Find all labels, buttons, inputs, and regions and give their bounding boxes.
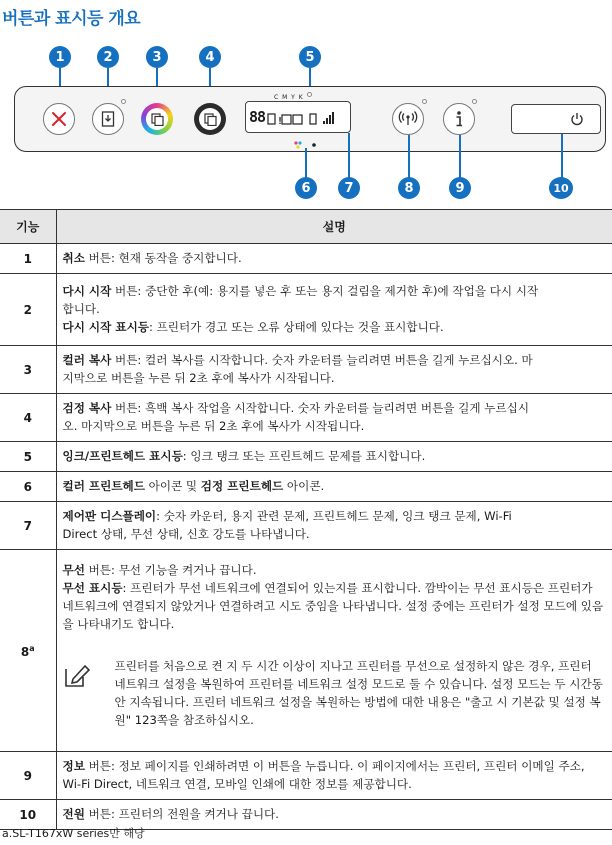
wireless-button[interactable] — [392, 103, 424, 135]
row-description: 다시 시작 버튼: 중단한 후(예: 용지를 넣은 후 또는 용지 걸림을 제거한 후)에 작업을 다시 시작합니다. 다시 시작 표시등: 프린터가 경고 또는 오류 상태에 있다는 것을 표시합니다. — [56, 274, 612, 346]
row-number: 4 — [0, 394, 56, 442]
display-status-icons — [267, 106, 337, 128]
callout-3: 3 — [146, 46, 168, 68]
row-number: 1 — [0, 244, 56, 274]
table-header-row — [0, 210, 612, 244]
power-icon — [570, 112, 584, 126]
copy-icon — [204, 113, 217, 126]
power-button[interactable] — [511, 104, 601, 134]
callout-6-line — [305, 148, 307, 178]
callout-4: 4 — [199, 46, 221, 68]
row-number: 10 — [0, 800, 56, 830]
callout-7: 7 — [338, 177, 360, 199]
row-description: 무선 버튼: 무선 기능을 켜거나 끕니다. 무선 표시등: 프린터가 무선 네트워크에 연결되어 있는지를 표시합니다. 깜박이는 무선 표시등은 프린터가 네트워크에 연결되지 않았거나 연결하려고 시도 중임을 나타냅니다. 설정 중에는 프린터가 설정 모드에 있음을 나타내기도 합니다. 프린터를 처음으로 켠 지 두 시간 이상이 지나고 프린터를 무선으로 설정하지 않은 경우, 프린터 네트워크 설정을 복원하여 프린터를 네트워크 설정 모드로 둘 수 있습니다. 설정 모드는 두 시간동안 지속됩니다. 프린터 네트워크 설정을 복원하는 방법에 대한 내용은 "출고 시 기본값 및 설정 복원" 123쪽을 참조하십시오. — [56, 550, 612, 752]
table-row — [0, 394, 612, 442]
table-row — [0, 442, 612, 472]
column-header-feature: 기능 — [0, 210, 56, 244]
row-description: 제어판 디스플레이: 숫자 카운터, 용지 관련 문제, 프린트헤드 문제, 잉크 탱크 문제, Wi-Fi Direct 상태, 무선 상태, 신호 강도를 나타냅니다. — [56, 502, 612, 550]
cancel-button[interactable] — [43, 103, 75, 135]
row-number: 9 — [0, 752, 56, 800]
row-description: 잉크/프린트헤드 표시등: 잉크 탱크 또는 프린트헤드 문제를 표시합니다. — [56, 442, 612, 472]
table-row — [0, 244, 612, 274]
control-panel-display — [245, 101, 351, 133]
row-number: 2 — [0, 274, 56, 346]
row-number: 5 — [0, 442, 56, 472]
table-row — [0, 346, 612, 394]
copy-icon — [151, 113, 164, 126]
callout-1: 1 — [49, 46, 71, 68]
features-table — [0, 209, 612, 830]
wireless-icon — [398, 110, 418, 128]
row-number: 6 — [0, 472, 56, 502]
close-icon — [51, 111, 67, 127]
note-icon — [63, 657, 101, 729]
info-led — [472, 99, 477, 104]
row-description: 컬러 복사 버튼: 컬러 복사를 시작합니다. 숫자 카운터를 늘리려면 버튼을 길게 누르십시오. 마지막으로 버튼을 누른 뒤 2초 후에 복사가 시작됩니다. — [56, 346, 612, 394]
row-description: 전원 버튼: 프린터의 전원을 켜거나 끕니다. — [56, 800, 612, 830]
footnote-marker: a — [29, 644, 35, 653]
note-box — [63, 657, 607, 729]
callout-8: 8 — [398, 177, 420, 199]
ink-printhead-led — [307, 92, 312, 97]
callout-2: 2 — [97, 46, 119, 68]
display-segment-labels: C M Y K — [274, 94, 304, 101]
callout-8-line — [408, 135, 410, 178]
callout-7-line — [348, 133, 350, 178]
info-icon — [454, 110, 464, 128]
table-row — [0, 502, 612, 550]
column-header-description: 설명 — [56, 210, 612, 244]
row-description: 정보 버튼: 정보 페이지를 인쇄하려면 이 버튼을 누릅니다. 이 페이지에서는 프린터, 프린터 이메일 주소, Wi-Fi Direct, 네트워크 연결, 모바일 인쇄에 대한 정보를 제공합니다. — [56, 752, 612, 800]
row-number: 8$^a$ — [0, 550, 56, 752]
table-row — [0, 472, 612, 502]
color-copy-button[interactable] — [141, 103, 173, 135]
callout-10: 10 — [549, 177, 573, 199]
callout-10-line — [561, 134, 563, 178]
page-title: 버튼과 표시등 개요 — [2, 9, 141, 29]
table-row — [0, 274, 612, 346]
resume-button[interactable] — [92, 103, 124, 135]
wireless-led — [422, 99, 427, 104]
resume-icon — [101, 111, 115, 127]
callout-9: 9 — [449, 177, 471, 199]
row-number: 3 — [0, 346, 56, 394]
row-description: 취소 버튼: 현재 동작을 중지합니다. — [56, 244, 612, 274]
info-button[interactable] — [443, 103, 475, 135]
svg-text:!: ! — [277, 116, 283, 127]
black-copy-button[interactable] — [194, 103, 226, 135]
color-copy-inner — [146, 108, 168, 130]
callout-5: 5 — [299, 46, 321, 68]
black-copy-inner — [199, 108, 221, 130]
callout-5-line — [309, 68, 311, 88]
footnote: a.SL-T167xW series만 해당 — [2, 827, 145, 840]
display-digits: 88 — [249, 108, 266, 126]
row-description: 검정 복사 버튼: 흑백 복사 작업을 시작합니다. 숫자 카운터를 늘리려면 버튼을 길게 누르십시오. 마지막으로 버튼을 누른 뒤 2초 후에 복사가 시작됩니다. — [56, 394, 612, 442]
row-description: 컬러 프린트헤드 아이콘 및 검정 프린트헤드 아이콘. — [56, 472, 612, 502]
row-number: 7 — [0, 502, 56, 550]
table-row — [0, 752, 612, 800]
callout-6: 6 — [295, 177, 317, 199]
table-row — [0, 550, 612, 752]
callout-9-line — [459, 135, 461, 178]
resume-led — [121, 99, 126, 104]
note-text: 프린터를 처음으로 켠 지 두 시간 이상이 지나고 프린터를 무선으로 설정하지 않은 경우, 프린터 네트워크 설정을 복원하여 프린터를 네트워크 설정 모드로 둘 수 있습니다. 설정 모드는 두 시간동안 지속됩니다. 프린터 네트워크 설정을 복원하는 방법에 대한 내용은 "출고 시 기본값 및 설정 복원" 123쪽을 참조하십시오. — [114, 659, 603, 727]
